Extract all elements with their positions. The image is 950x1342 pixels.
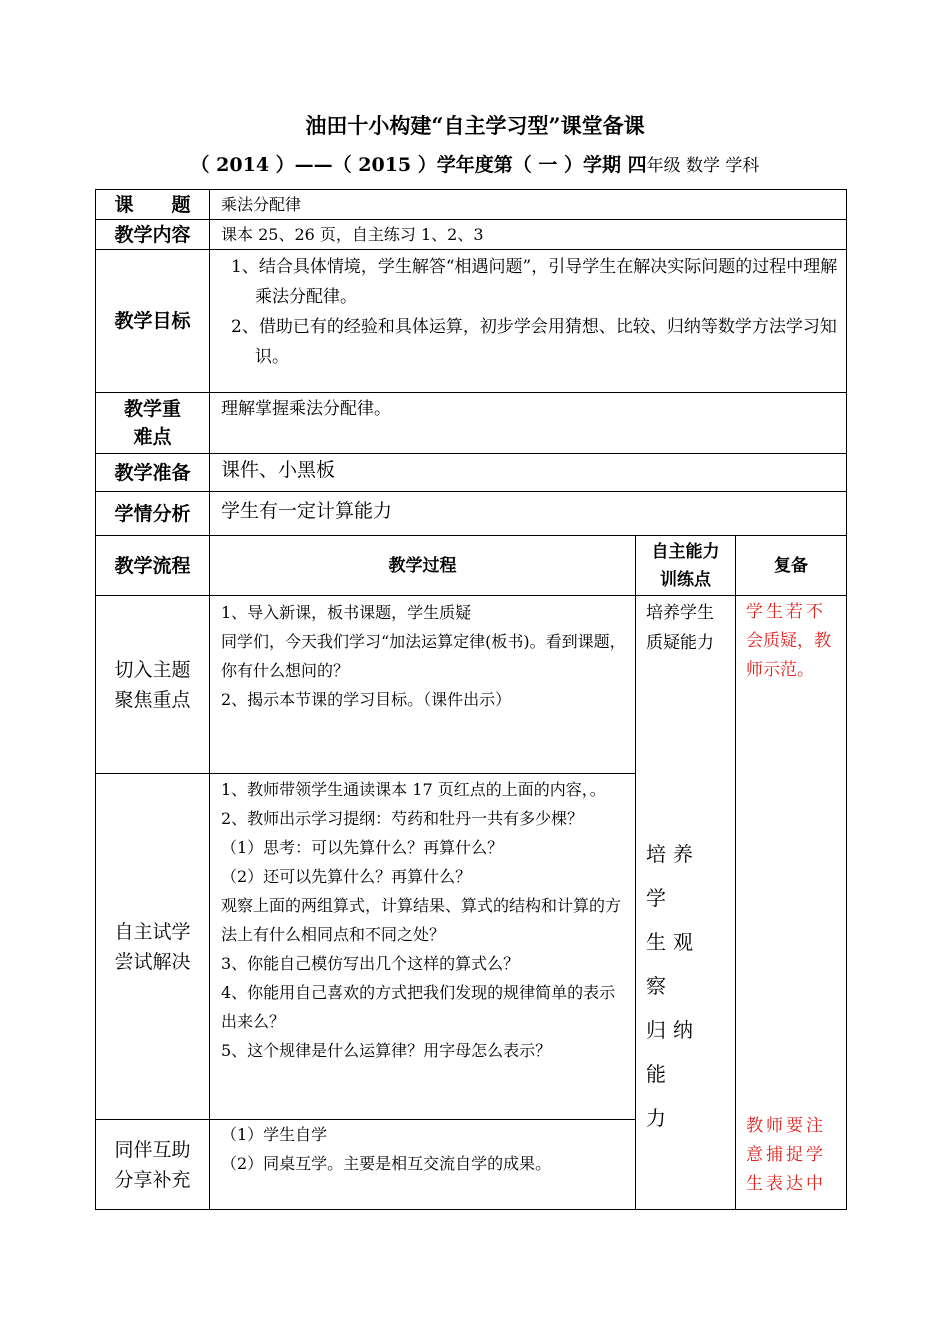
stage-2-line1: 自主试学 [114, 920, 191, 943]
subtitle-grade-subject: 年级 数学 学科 [646, 156, 760, 176]
analysis-label: 学情分析 [96, 492, 210, 536]
ability-2-line4: 力 [646, 1106, 673, 1130]
process-header: 教学过程 [210, 536, 636, 596]
review-2-line1: 教师要注 [746, 1116, 826, 1136]
stage-1-item: 1、导入新课，板书课题，学生质疑 [221, 603, 472, 622]
analysis-row [96, 492, 847, 536]
review-1-line3: 师示范。 [746, 660, 814, 680]
review-2-line3: 生表达中 [746, 1174, 826, 1194]
goal-item-2: 2、借助已有的经验和具体运算，初步学会用猜想、比较、归纳等数学方法学习知识。 [231, 317, 837, 367]
ability-2-line2: 生观察 [646, 930, 700, 998]
page-title: 油田十小构建“自主学习型”课堂备课 [305, 113, 645, 138]
stage-1-item: 同学们，今天我们学习“加法运算定律(板书)。看到课题，你有什么想问的？ [221, 632, 626, 680]
stage-1-line1: 切入主题 [114, 658, 191, 681]
prep-label: 教学准备 [96, 454, 210, 492]
stage-3-line2: 分享补充 [114, 1168, 191, 1191]
keypoints-row [96, 393, 847, 454]
topic-row [96, 190, 847, 220]
goals-value [210, 250, 847, 393]
ability-1-line1: 培养学生 [646, 603, 714, 623]
content-row [96, 220, 847, 250]
ability-questioning [646, 598, 714, 658]
goals-label: 教学目标 [96, 250, 210, 393]
review-note-1 [746, 598, 842, 685]
ability-header [636, 536, 736, 596]
analysis-value: 学生有一定计算能力 [210, 492, 847, 536]
stage-3-line1: 同伴互助 [114, 1138, 191, 1161]
stage-3-item: （2）同桌互学。主要是相互交流自学的成果。 [221, 1154, 552, 1173]
lesson-plan-table [95, 189, 847, 1210]
stage-2-item: （1）思考：可以先算什么？再算什么？ [221, 838, 504, 857]
review-1-line1: 学生若不 [746, 602, 826, 622]
stage-2-item: 观察上面的两组算式，计算结果、算式的结构和计算的方法上有什么相同点和不同之处？ [221, 896, 622, 944]
keypoints-label [96, 393, 210, 454]
content-label: 教学内容 [96, 220, 210, 250]
prep-row [96, 454, 847, 492]
ability-observation [646, 832, 726, 1140]
stage-name-3 [96, 1120, 210, 1210]
stage-3-item: （1）学生自学 [221, 1125, 328, 1144]
stage-content-2 [210, 774, 636, 1120]
review-1-line2: 会质疑，教 [746, 631, 831, 651]
stage-1-item: 2、揭示本节课的学习目标。（课件出示） [221, 690, 512, 709]
stage-2-item: （2）还可以先算什么？再算什么？ [221, 867, 472, 886]
keypoints-label-line1: 教学重 [123, 398, 181, 420]
stage-name-2 [96, 774, 210, 1120]
stage-content-1 [210, 596, 636, 774]
stage-content-3 [210, 1120, 636, 1210]
review-note-2 [746, 1112, 842, 1199]
review-column [736, 596, 847, 1210]
goal-item-1: 1、结合具体情境，学生解答“相遇问题”，引导学生在解决实际问题的过程中理解乘法分配律。 [231, 257, 838, 307]
review-header: 复备 [736, 536, 847, 596]
topic-label: 课 题 [96, 190, 210, 220]
prep-value: 课件、小黑板 [210, 454, 847, 492]
content-value: 课本 25、26 页，自主练习 1、2、3 [210, 220, 847, 250]
subtitle-semester: （ 2014 ）——（ 2015 ）学年度第（ 一 ）学期 四 [190, 154, 647, 176]
stage-name-1 [96, 596, 210, 774]
ability-2-line1: 培养学 [646, 842, 700, 910]
stage-2-item: 2、教师出示学习提纲：芍药和牡丹一共有多少棵？ [221, 809, 584, 828]
review-2-line2: 意捕捉学 [746, 1145, 826, 1165]
process-header-row [96, 536, 847, 596]
stage-row-1 [96, 596, 847, 774]
goals-row [96, 250, 847, 393]
ability-header-line1: 自主能力 [651, 541, 720, 562]
ability-header-line2: 训练点 [660, 569, 711, 590]
stage-2-item: 1、教师带领学生通读课本 17 页红点的上面的内容，。 [221, 780, 606, 799]
ability-2-line3: 归纳能 [646, 1018, 700, 1086]
stage-2-item: 3、你能自己模仿写出几个这样的算式么？ [221, 954, 520, 973]
stage-2-line2: 尝试解决 [114, 950, 191, 973]
topic-value: 乘法分配律 [210, 190, 847, 220]
flow-header: 教学流程 [96, 536, 210, 596]
stage-1-line2: 聚焦重点 [114, 688, 191, 711]
keypoints-label-line2: 难点 [133, 426, 172, 448]
ability-column [636, 596, 736, 1210]
stage-2-item: 4、你能用自己喜欢的方式把我们发现的规律简单的表示出来么？ [221, 983, 616, 1031]
keypoints-value: 理解掌握乘法分配律。 [210, 393, 847, 454]
page-subtitle [0, 150, 950, 177]
stage-2-item: 5、这个规律是什么运算律？用字母怎么表示？ [221, 1041, 552, 1060]
ability-1-line2: 质疑能力 [646, 633, 714, 653]
